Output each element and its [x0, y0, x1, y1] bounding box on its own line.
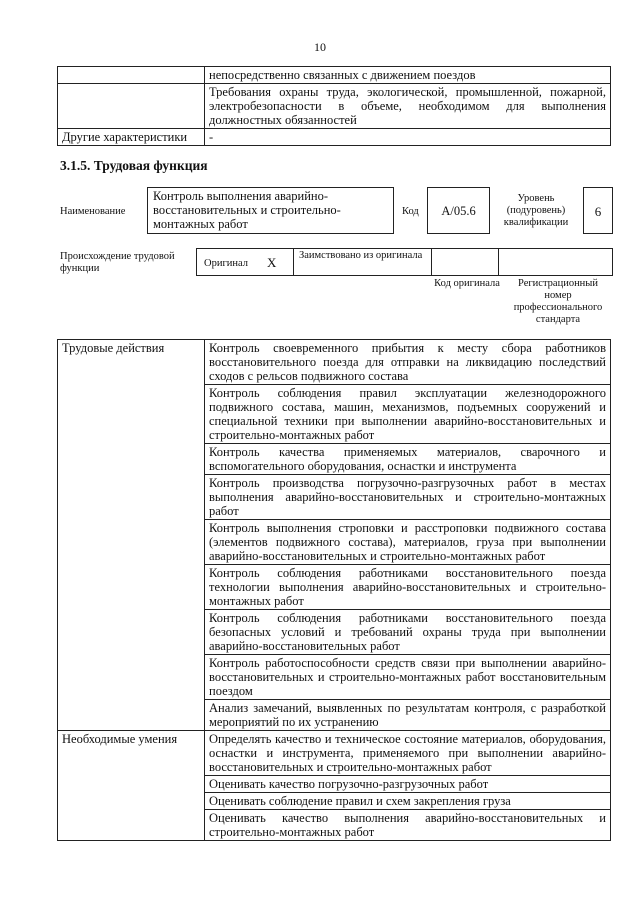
table-row: [58, 129, 611, 146]
skill-item: Оценивать соблюдение правил и схем закрепления груза: [205, 793, 611, 810]
borrowed-label: Заимствовано из оригинала: [299, 250, 423, 261]
skill-item: Оценивать качество погрузочно-разгрузочных работ: [205, 776, 611, 793]
code-original-label: Код оригинала: [434, 278, 500, 289]
table-row: [58, 84, 611, 129]
labor-action-item: Контроль работоспособности средств связи при выполнении аварийно-восстановительных и строительно-монтажных работ восстановительным поездом: [205, 655, 611, 700]
labor-action-item: Контроль качества применяемых материалов, сварочного и вспомогательного оборудования, оснастки и инструмента: [205, 444, 611, 475]
skills-label: Необходимые умения: [58, 731, 205, 841]
labor-action-item: Контроль соблюдения правил эксплуатации железнодорожного подвижного состава, машин, механизмов, подъемных сооружений и специальной техники при выполнении аварийно-восстановительных и строительно-монтажных работ: [205, 385, 611, 444]
function-name-box: [147, 187, 394, 234]
level-label: Уровень (подуровень) квалификации: [503, 193, 569, 228]
table-row: [58, 731, 611, 776]
origin-label: Происхождение трудовой функции: [60, 251, 175, 274]
labor-action-item: Контроль соблюдения работниками восстановительного поезда безопасных условий и требований охраны труда при выполнении аварийно-восстановительных работ: [205, 610, 611, 655]
code-label: Код: [402, 206, 419, 217]
function-code-value: A/05.6: [441, 204, 476, 218]
divider: [431, 249, 432, 275]
page-number: 10: [314, 40, 326, 54]
labor-function-table: [57, 339, 611, 841]
function-name-value: Контроль выполнения аварийно-восстановительных и строительно-монтажных работ: [153, 189, 341, 231]
empty-label-cell: [58, 67, 205, 84]
divider: [498, 249, 499, 275]
table-row: [58, 67, 611, 84]
other-characteristics-label: Другие характеристики: [58, 129, 205, 146]
divider: [293, 249, 294, 275]
labor-actions-label: Трудовые действия: [58, 340, 205, 731]
level-box: [583, 187, 613, 234]
skill-item: Определять качество и техническое состояние материалов, оборудования, оснастки и инструмента, применяемого при выполнении аварийно-восстановительных и строительно-монтажных работ: [205, 731, 611, 776]
function-code-box: [427, 187, 490, 234]
characteristics-table: [57, 66, 611, 146]
name-label: Наименование: [60, 206, 126, 217]
labor-action-item: Контроль соблюдения работниками восстановительного поезда технологии выполнения аварийно-восстановительных и строительно-монтажных работ: [205, 565, 611, 610]
table-row: [58, 340, 611, 385]
requirement-text: непосредственно связанных с движением поездов: [205, 67, 611, 84]
section-title: 3.1.5. Трудовая функция: [60, 158, 208, 173]
skill-item: Оценивать качество выполнения аварийно-восстановительных и строительно-монтажных работ: [205, 810, 611, 841]
level-value: 6: [594, 204, 602, 219]
empty-label-cell: [58, 84, 205, 129]
other-characteristics-value: -: [205, 129, 611, 146]
requirement-text: Требования охраны труда, экологической, промышленной, пожарной, электробезопасности в объеме, необходимом для выполнения должностных обязанностей: [205, 84, 611, 129]
labor-action-item: Анализ замечаний, выявленных по результатам контроля, с разработкой мероприятий по их устранению: [205, 700, 611, 731]
reg-number-label: Регистрационный номер профессионального стандарта: [513, 278, 603, 325]
labor-action-item: Контроль производства погрузочно-разгрузочных работ в местах выполнения аварийно-восстановительных и строительно-монтажных работ: [205, 475, 611, 520]
original-mark: X: [267, 255, 277, 270]
original-label: Оригинал: [204, 258, 248, 269]
origin-row: [196, 248, 613, 276]
labor-action-item: Контроль своевременного прибытия к месту сбора работников восстановительного поезда для отправки на ликвидацию последствий сходов с рельсов подвижного состава: [205, 340, 611, 385]
labor-action-item: Контроль выполнения строповки и расстроповки подвижного состава (элементов подвижного состава), материалов, груза при выполнении аварийно-восстановительных и строительно-монтажных работ: [205, 520, 611, 565]
